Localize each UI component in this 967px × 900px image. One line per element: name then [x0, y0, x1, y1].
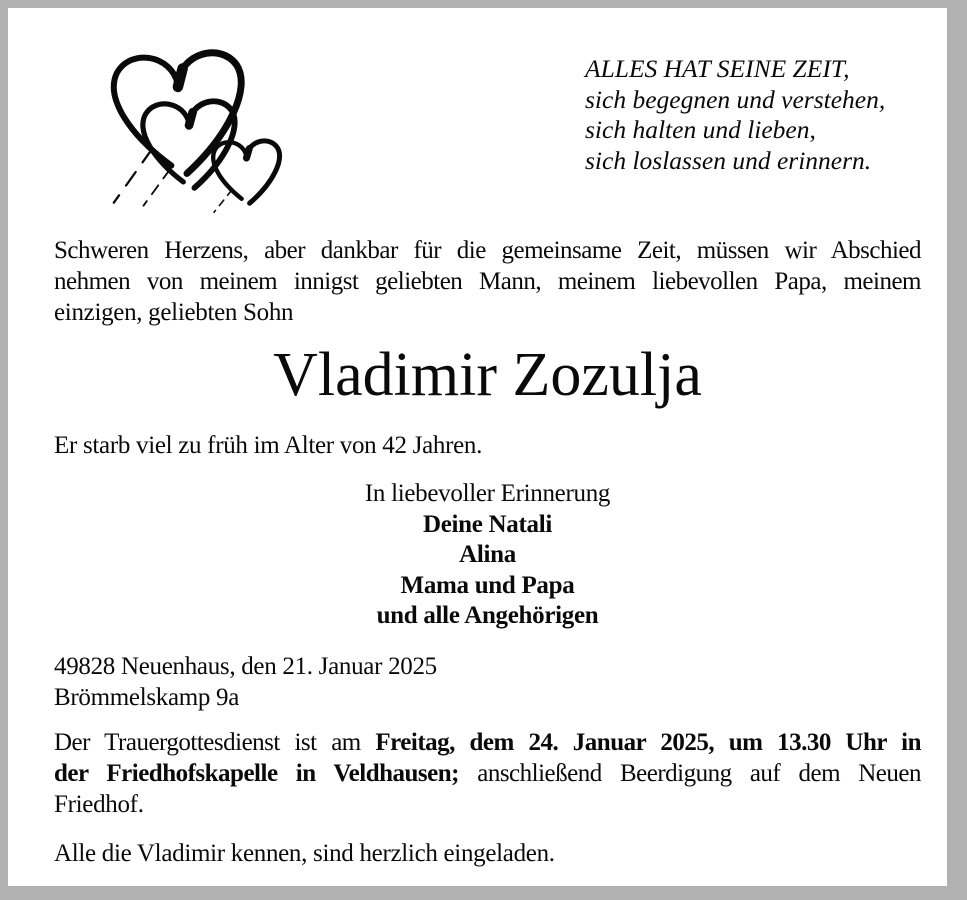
hearts-icon [58, 38, 308, 213]
intro-line: einzigen, geliebten Sohn [54, 299, 294, 326]
mourner-line: Deine Natali [422, 510, 553, 538]
intro-line: Schweren Herzens, aber dankbar für die gemeinsame Zeit, müssen wir Abschied [54, 237, 921, 264]
service-date-time: Freitag, dem 24. Januar 2025, um 13.30 Uhr in [375, 728, 921, 756]
service-paragraph [54, 727, 921, 820]
service-text: Der Trauergottesdienst ist am [54, 728, 376, 756]
mourner-line: Mama und Papa [400, 571, 575, 599]
heart-large-icon [104, 51, 249, 203]
intro-paragraph [54, 235, 921, 328]
service-line [54, 758, 921, 789]
location-block [54, 651, 921, 713]
obituary-card [8, 8, 947, 886]
memorial-block [54, 479, 921, 632]
address-line: Brömmelskamp 9a [54, 683, 240, 711]
memorial-heading: In liebevoller Erinnerung [364, 480, 611, 507]
intro-line: nehmen von meinem innigst geliebten Mann, meinem liebevollen Papa, meinem [54, 268, 921, 295]
quote-line: sich loslassen und erinnern. [585, 145, 872, 175]
service-line: Friedhof. [54, 790, 144, 818]
quote-line: sich begegnen und verstehen, [585, 84, 886, 114]
age-line: Er starb viel zu früh im Alter von 42 Jahren. [54, 432, 483, 459]
service-line [54, 727, 921, 758]
heart-middle-icon [138, 100, 239, 205]
service-place: der Friedhofskapelle in Veldhausen; [54, 759, 459, 787]
header-row [54, 38, 921, 213]
epigraph-quote [585, 54, 917, 176]
service-text: anschließend Beerdigung auf dem Neuen [458, 759, 921, 787]
quote-line: ALLES HAT SEINE ZEIT, [585, 54, 850, 83]
mourner-line: Alina [459, 541, 516, 568]
quote-line: sich halten und lieben, [585, 115, 816, 144]
closing-line: Alle die Vladimir kennen, sind herzlich eingeladen. [54, 839, 555, 867]
mourner-line: und alle Angehörigen [376, 602, 599, 629]
deceased-name: Vladimir Zozulja [273, 341, 702, 409]
place-date-line: 49828 Neuenhaus, den 21. Januar 2025 [54, 652, 437, 680]
